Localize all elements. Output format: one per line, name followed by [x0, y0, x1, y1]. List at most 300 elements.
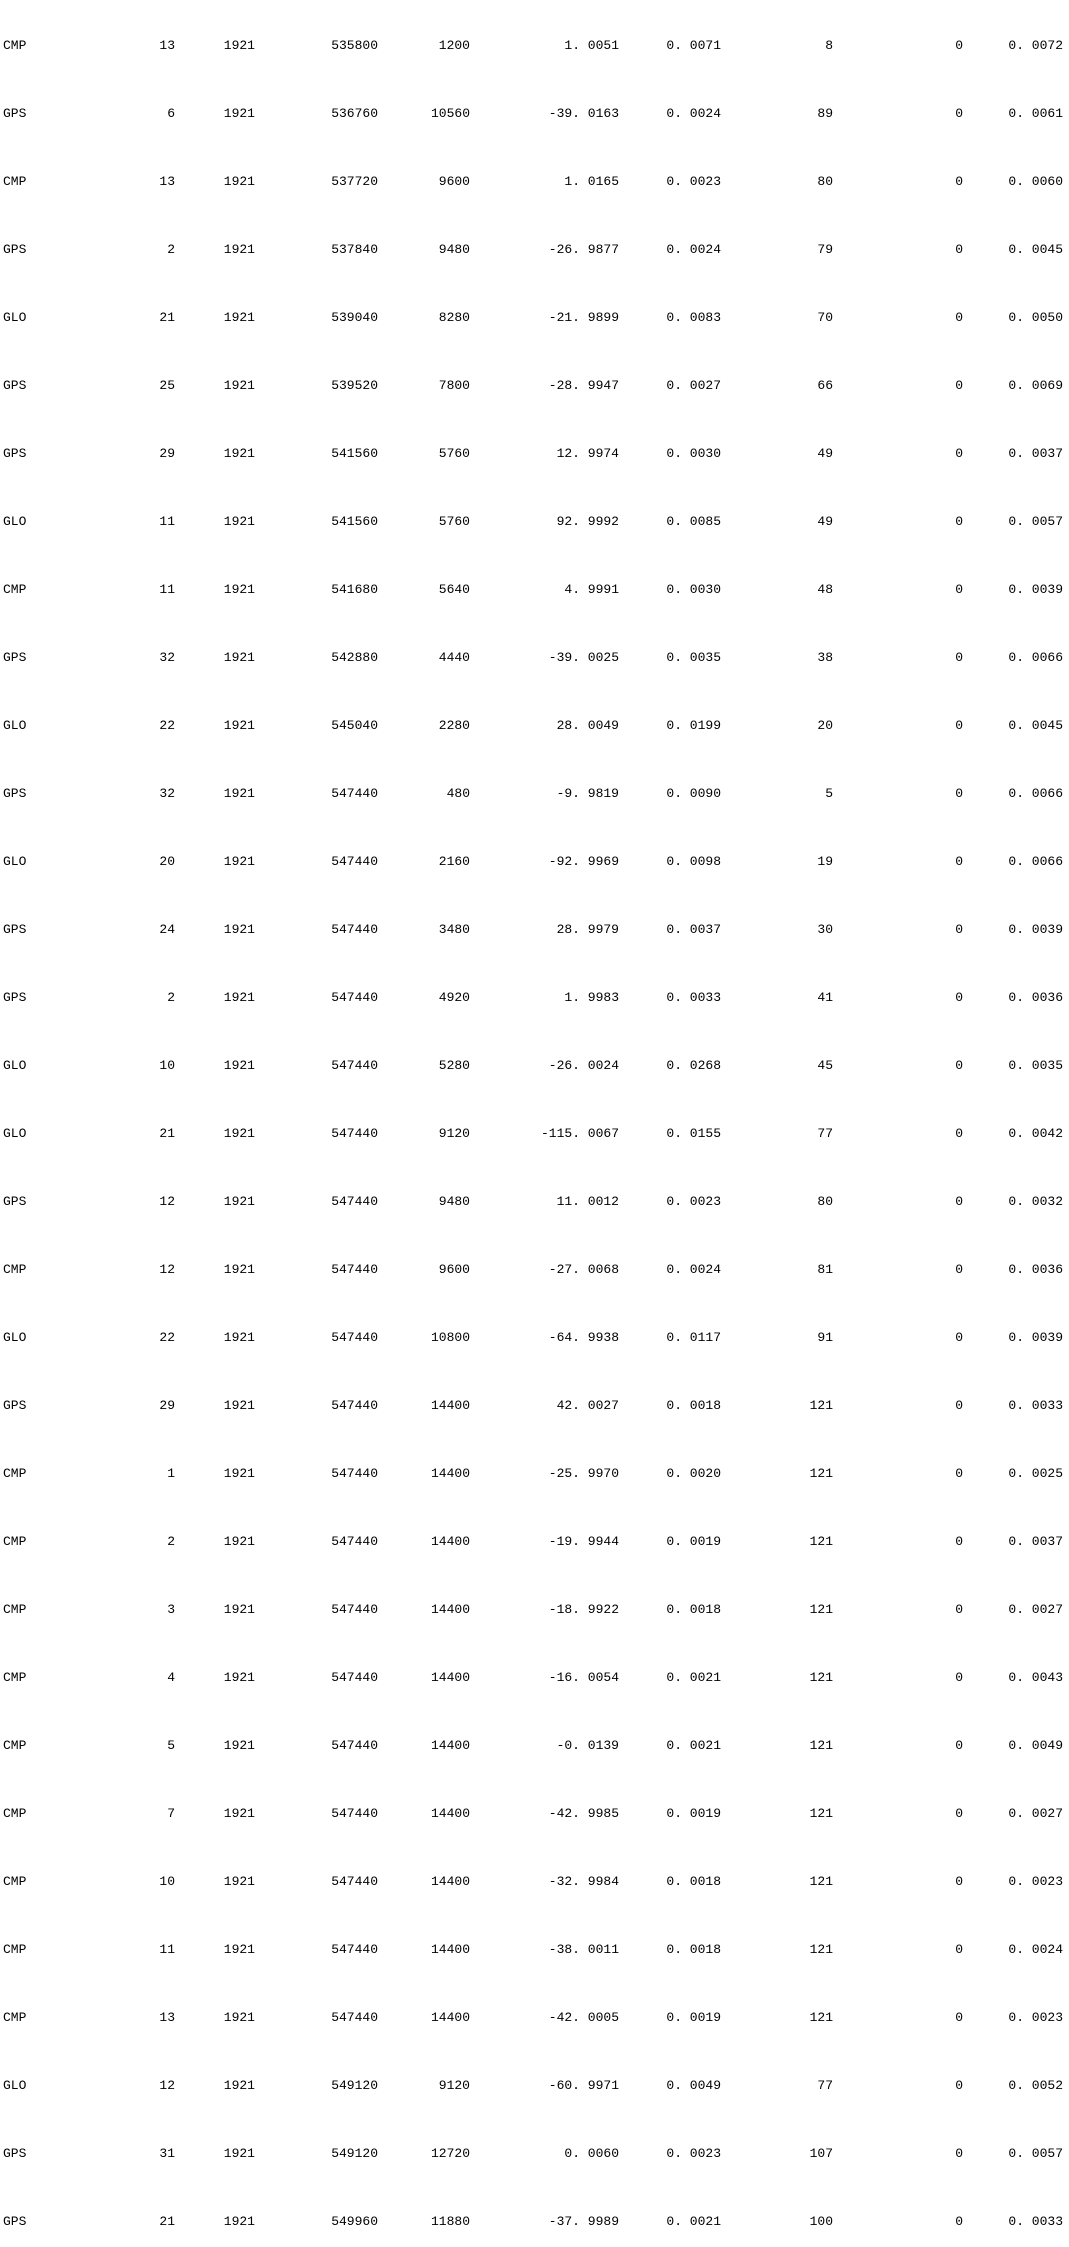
table-row	[0, 241, 1069, 258]
cell-col5: 14400	[430, 1466, 470, 1481]
cell-col1: CMP	[3, 1942, 27, 1957]
cell-col4: 547440	[331, 2010, 378, 2025]
cell-col4: 541560	[331, 514, 378, 529]
cell-col8: 38	[817, 650, 833, 665]
cell-col6: -42. 9985	[548, 1806, 619, 1821]
cell-col6: 0. 0060	[564, 2146, 619, 2161]
cell-col1: GLO	[3, 1126, 27, 1141]
cell-col8: 49	[817, 446, 833, 461]
cell-col5: 5760	[438, 446, 470, 461]
table-row	[0, 1261, 1069, 1278]
cell-col3: 1921	[223, 1262, 255, 1277]
cell-col8: 100	[809, 2214, 833, 2229]
table-row	[0, 785, 1069, 802]
cell-col10: 0. 0039	[1008, 1330, 1063, 1345]
cell-col8: 121	[809, 1806, 833, 1821]
cell-col7: 0. 0023	[666, 2146, 721, 2161]
cell-col1: GPS	[3, 378, 27, 393]
table-row	[0, 717, 1069, 734]
cell-col6: -37. 9989	[548, 2214, 619, 2229]
cell-col10: 0. 0039	[1008, 582, 1063, 597]
cell-col10: 0. 0043	[1008, 1670, 1063, 1685]
cell-col3: 1921	[223, 1466, 255, 1481]
cell-col5: 11880	[430, 2214, 470, 2229]
cell-col4: 547440	[331, 922, 378, 937]
cell-col9: 0	[955, 446, 963, 461]
cell-col7: 0. 0049	[666, 2078, 721, 2093]
cell-col9: 0	[955, 1806, 963, 1821]
cell-col5: 14400	[430, 1738, 470, 1753]
cell-col7: 0. 0027	[666, 378, 721, 393]
cell-col6: -16. 0054	[548, 1670, 619, 1685]
table-row	[0, 377, 1069, 394]
cell-col9: 0	[955, 582, 963, 597]
cell-col9: 0	[955, 378, 963, 393]
cell-col1: CMP	[3, 1466, 27, 1481]
cell-col3: 1921	[223, 2010, 255, 2025]
cell-col5: 8280	[438, 310, 470, 325]
cell-col3: 1921	[223, 1398, 255, 1413]
cell-col10: 0. 0049	[1008, 1738, 1063, 1753]
cell-col5: 14400	[430, 1942, 470, 1957]
cell-col8: 121	[809, 1466, 833, 1481]
cell-col4: 547440	[331, 1330, 378, 1345]
cell-col5: 3480	[438, 922, 470, 937]
cell-col9: 0	[955, 38, 963, 53]
table-row	[0, 1873, 1069, 1890]
cell-col7: 0. 0033	[666, 990, 721, 1005]
cell-col8: 121	[809, 1602, 833, 1617]
table-row	[0, 513, 1069, 530]
cell-col8: 121	[809, 2010, 833, 2025]
cell-col3: 1921	[223, 718, 255, 733]
cell-col6: -39. 0025	[548, 650, 619, 665]
cell-col4: 547440	[331, 786, 378, 801]
cell-col3: 1921	[223, 106, 255, 121]
cell-col4: 542880	[331, 650, 378, 665]
cell-col3: 1921	[223, 990, 255, 1005]
cell-col8: 121	[809, 1534, 833, 1549]
cell-col10: 0. 0066	[1008, 786, 1063, 801]
table-row	[0, 445, 1069, 462]
cell-col9: 0	[955, 1534, 963, 1549]
cell-col3: 1921	[223, 174, 255, 189]
cell-col5: 7800	[438, 378, 470, 393]
cell-col4: 547440	[331, 1874, 378, 1889]
cell-col2: 12	[159, 2078, 175, 2093]
cell-col7: 0. 0030	[666, 446, 721, 461]
cell-col6: 1. 0165	[564, 174, 619, 189]
table-row	[0, 581, 1069, 598]
cell-col2: 12	[159, 1194, 175, 1209]
cell-col1: GPS	[3, 786, 27, 801]
cell-col4: 535800	[331, 38, 378, 53]
cell-col9: 0	[955, 2146, 963, 2161]
cell-col2: 29	[159, 1398, 175, 1413]
cell-col3: 1921	[223, 650, 255, 665]
cell-col10: 0. 0036	[1008, 1262, 1063, 1277]
cell-col1: CMP	[3, 1602, 27, 1617]
cell-col3: 1921	[223, 2078, 255, 2093]
cell-col8: 49	[817, 514, 833, 529]
cell-col9: 0	[955, 106, 963, 121]
cell-col10: 0. 0033	[1008, 1398, 1063, 1413]
cell-col7: 0. 0024	[666, 106, 721, 121]
cell-col10: 0. 0045	[1008, 718, 1063, 733]
cell-col10: 0. 0032	[1008, 1194, 1063, 1209]
cell-col1: GPS	[3, 106, 27, 121]
cell-col10: 0. 0072	[1008, 38, 1063, 53]
cell-col2: 25	[159, 378, 175, 393]
cell-col1: GLO	[3, 514, 27, 529]
cell-col1: GPS	[3, 650, 27, 665]
cell-col7: 0. 0030	[666, 582, 721, 597]
cell-col4: 539520	[331, 378, 378, 393]
cell-col3: 1921	[223, 786, 255, 801]
cell-col1: GPS	[3, 990, 27, 1005]
cell-col7: 0. 0024	[666, 242, 721, 257]
cell-col8: 80	[817, 174, 833, 189]
cell-col9: 0	[955, 786, 963, 801]
cell-col1: CMP	[3, 1262, 27, 1277]
cell-col2: 10	[159, 1874, 175, 1889]
cell-col6: -19. 9944	[548, 1534, 619, 1549]
cell-col6: -9. 9819	[556, 786, 619, 801]
cell-col10: 0. 0066	[1008, 854, 1063, 869]
table-row	[0, 1465, 1069, 1482]
cell-col7: 0. 0090	[666, 786, 721, 801]
cell-col5: 14400	[430, 1398, 470, 1413]
cell-col3: 1921	[223, 1602, 255, 1617]
cell-col4: 547440	[331, 1602, 378, 1617]
cell-col8: 20	[817, 718, 833, 733]
cell-col9: 0	[955, 1330, 963, 1345]
cell-col3: 1921	[223, 1194, 255, 1209]
table-row	[0, 1057, 1069, 1074]
cell-col7: 0. 0199	[666, 718, 721, 733]
cell-col7: 0. 0019	[666, 1806, 721, 1821]
cell-col2: 11	[159, 582, 175, 597]
cell-col9: 0	[955, 514, 963, 529]
cell-col6: -115. 0067	[540, 1126, 619, 1141]
cell-col5: 4920	[438, 990, 470, 1005]
cell-col6: 11. 0012	[556, 1194, 619, 1209]
table-row	[0, 37, 1069, 54]
cell-col4: 541560	[331, 446, 378, 461]
cell-col7: 0. 0021	[666, 1738, 721, 1753]
cell-col6: -60. 9971	[548, 2078, 619, 2093]
cell-col3: 1921	[223, 854, 255, 869]
cell-col10: 0. 0027	[1008, 1806, 1063, 1821]
cell-col5: 9480	[438, 1194, 470, 1209]
cell-col3: 1921	[223, 378, 255, 393]
cell-col1: CMP	[3, 1874, 27, 1889]
cell-col4: 541680	[331, 582, 378, 597]
cell-col10: 0. 0037	[1008, 446, 1063, 461]
cell-col5: 14400	[430, 1534, 470, 1549]
cell-col10: 0. 0066	[1008, 650, 1063, 665]
cell-col8: 41	[817, 990, 833, 1005]
cell-col5: 9600	[438, 1262, 470, 1277]
cell-col8: 48	[817, 582, 833, 597]
cell-col9: 0	[955, 1126, 963, 1141]
cell-col3: 1921	[223, 1330, 255, 1345]
cell-col1: GPS	[3, 1194, 27, 1209]
table-row	[0, 2009, 1069, 2026]
cell-col3: 1921	[223, 1942, 255, 1957]
table-row	[0, 1669, 1069, 1686]
cell-col4: 539040	[331, 310, 378, 325]
cell-col7: 0. 0098	[666, 854, 721, 869]
cell-col7: 0. 0021	[666, 1670, 721, 1685]
cell-col2: 32	[159, 650, 175, 665]
cell-col4: 537840	[331, 242, 378, 257]
cell-col9: 0	[955, 310, 963, 325]
cell-col10: 0. 0060	[1008, 174, 1063, 189]
table-row	[0, 1193, 1069, 1210]
cell-col6: 42. 0027	[556, 1398, 619, 1413]
cell-col10: 0. 0045	[1008, 242, 1063, 257]
cell-col5: 10800	[430, 1330, 470, 1345]
cell-col9: 0	[955, 1942, 963, 1957]
cell-col7: 0. 0071	[666, 38, 721, 53]
cell-col8: 79	[817, 242, 833, 257]
cell-col10: 0. 0037	[1008, 1534, 1063, 1549]
cell-col3: 1921	[223, 1874, 255, 1889]
cell-col9: 0	[955, 1874, 963, 1889]
table-row	[0, 105, 1069, 122]
cell-col8: 121	[809, 1874, 833, 1889]
cell-col8: 121	[809, 1670, 833, 1685]
cell-col2: 4	[167, 1670, 175, 1685]
cell-col8: 77	[817, 1126, 833, 1141]
cell-col7: 0. 0019	[666, 2010, 721, 2025]
cell-col6: 1. 0051	[564, 38, 619, 53]
cell-col1: CMP	[3, 1534, 27, 1549]
cell-col6: -39. 0163	[548, 106, 619, 121]
cell-col5: 9120	[438, 1126, 470, 1141]
cell-col10: 0. 0023	[1008, 1874, 1063, 1889]
cell-col10: 0. 0042	[1008, 1126, 1063, 1141]
table-row	[0, 1737, 1069, 1754]
cell-col4: 549120	[331, 2078, 378, 2093]
cell-col8: 19	[817, 854, 833, 869]
cell-col1: CMP	[3, 2010, 27, 2025]
cell-col9: 0	[955, 1398, 963, 1413]
cell-col7: 0. 0024	[666, 1262, 721, 1277]
cell-col6: -92. 9969	[548, 854, 619, 869]
cell-col8: 107	[809, 2146, 833, 2161]
cell-col9: 0	[955, 2214, 963, 2229]
cell-col7: 0. 0083	[666, 310, 721, 325]
cell-col5: 2280	[438, 718, 470, 733]
cell-col1: GLO	[3, 310, 27, 325]
cell-col3: 1921	[223, 1126, 255, 1141]
cell-col2: 22	[159, 1330, 175, 1345]
cell-col1: CMP	[3, 1806, 27, 1821]
cell-col3: 1921	[223, 446, 255, 461]
cell-col5: 14400	[430, 1806, 470, 1821]
cell-col10: 0. 0035	[1008, 1058, 1063, 1073]
cell-col4: 549120	[331, 2146, 378, 2161]
cell-col4: 549960	[331, 2214, 378, 2229]
cell-col10: 0. 0033	[1008, 2214, 1063, 2229]
cell-col5: 14400	[430, 1874, 470, 1889]
cell-col1: CMP	[3, 38, 27, 53]
cell-col7: 0. 0019	[666, 1534, 721, 1549]
cell-col1: CMP	[3, 1738, 27, 1753]
cell-col10: 0. 0057	[1008, 514, 1063, 529]
cell-col4: 547440	[331, 1534, 378, 1549]
cell-col3: 1921	[223, 38, 255, 53]
cell-col5: 14400	[430, 2010, 470, 2025]
cell-col1: GPS	[3, 2214, 27, 2229]
cell-col5: 14400	[430, 1602, 470, 1617]
table-row	[0, 1329, 1069, 1346]
cell-col9: 0	[955, 174, 963, 189]
table-row	[0, 1397, 1069, 1414]
cell-col8: 80	[817, 1194, 833, 1209]
cell-col2: 31	[159, 2146, 175, 2161]
cell-col10: 0. 0027	[1008, 1602, 1063, 1617]
table-row	[0, 2077, 1069, 2094]
cell-col2: 21	[159, 1126, 175, 1141]
cell-col10: 0. 0069	[1008, 378, 1063, 393]
cell-col2: 5	[167, 1738, 175, 1753]
cell-col2: 32	[159, 786, 175, 801]
cell-col2: 13	[159, 174, 175, 189]
cell-col4: 547440	[331, 1398, 378, 1413]
cell-col1: GPS	[3, 922, 27, 937]
cell-col5: 14400	[430, 1670, 470, 1685]
cell-col6: -26. 0024	[548, 1058, 619, 1073]
cell-col8: 8	[825, 38, 833, 53]
table-row	[0, 1601, 1069, 1618]
cell-col2: 13	[159, 38, 175, 53]
cell-col5: 9600	[438, 174, 470, 189]
cell-col10: 0. 0036	[1008, 990, 1063, 1005]
cell-col7: 0. 0018	[666, 1602, 721, 1617]
cell-col3: 1921	[223, 922, 255, 937]
cell-col8: 77	[817, 2078, 833, 2093]
cell-col1: GLO	[3, 1058, 27, 1073]
cell-col9: 0	[955, 854, 963, 869]
cell-col7: 0. 0021	[666, 2214, 721, 2229]
cell-col7: 0. 0018	[666, 1398, 721, 1413]
cell-col6: 12. 9974	[556, 446, 619, 461]
cell-col1: GPS	[3, 446, 27, 461]
cell-col9: 0	[955, 2078, 963, 2093]
cell-col2: 2	[167, 990, 175, 1005]
cell-col8: 5	[825, 786, 833, 801]
cell-col1: GPS	[3, 242, 27, 257]
cell-col2: 29	[159, 446, 175, 461]
cell-col8: 89	[817, 106, 833, 121]
cell-col6: -42. 0005	[548, 2010, 619, 2025]
cell-col2: 20	[159, 854, 175, 869]
cell-col2: 10	[159, 1058, 175, 1073]
cell-col5: 5760	[438, 514, 470, 529]
cell-col9: 0	[955, 1738, 963, 1753]
cell-col10: 0. 0052	[1008, 2078, 1063, 2093]
cell-col8: 121	[809, 1398, 833, 1413]
cell-col4: 545040	[331, 718, 378, 733]
cell-col1: GLO	[3, 2078, 27, 2093]
cell-col5: 12720	[430, 2146, 470, 2161]
cell-col1: CMP	[3, 174, 27, 189]
cell-col10: 0. 0057	[1008, 2146, 1063, 2161]
cell-col4: 547440	[331, 990, 378, 1005]
cell-col9: 0	[955, 242, 963, 257]
table-row	[0, 1805, 1069, 1822]
cell-col3: 1921	[223, 2146, 255, 2161]
cell-col7: 0. 0018	[666, 1874, 721, 1889]
table-row	[0, 2145, 1069, 2162]
cell-col4: 547440	[331, 854, 378, 869]
cell-col1: GPS	[3, 2146, 27, 2161]
cell-col5: 5280	[438, 1058, 470, 1073]
cell-col4: 547440	[331, 1806, 378, 1821]
cell-col6: 1. 9983	[564, 990, 619, 1005]
cell-col2: 2	[167, 1534, 175, 1549]
cell-col9: 0	[955, 990, 963, 1005]
cell-col9: 0	[955, 1194, 963, 1209]
table-row	[0, 173, 1069, 190]
cell-col10: 0. 0050	[1008, 310, 1063, 325]
cell-col4: 547440	[331, 1262, 378, 1277]
cell-col9: 0	[955, 2010, 963, 2025]
cell-col6: 28. 0049	[556, 718, 619, 733]
cell-col6: 28. 9979	[556, 922, 619, 937]
cell-col9: 0	[955, 1262, 963, 1277]
table-row	[0, 853, 1069, 870]
cell-col5: 10560	[430, 106, 470, 121]
cell-col6: -0. 0139	[556, 1738, 619, 1753]
cell-col2: 2	[167, 242, 175, 257]
cell-col10: 0. 0039	[1008, 922, 1063, 937]
cell-col2: 6	[167, 106, 175, 121]
cell-col4: 547440	[331, 1670, 378, 1685]
cell-col2: 3	[167, 1602, 175, 1617]
cell-col9: 0	[955, 718, 963, 733]
cell-col8: 45	[817, 1058, 833, 1073]
cell-col10: 0. 0061	[1008, 106, 1063, 121]
cell-col6: -28. 9947	[548, 378, 619, 393]
cell-col2: 11	[159, 1942, 175, 1957]
table-row	[0, 1941, 1069, 1958]
cell-col9: 0	[955, 1466, 963, 1481]
cell-col2: 11	[159, 514, 175, 529]
cell-col8: 121	[809, 1738, 833, 1753]
cell-col3: 1921	[223, 582, 255, 597]
cell-col2: 13	[159, 2010, 175, 2025]
table-row	[0, 309, 1069, 326]
cell-col6: -25. 9970	[548, 1466, 619, 1481]
cell-col2: 1	[167, 1466, 175, 1481]
cell-col7: 0. 0035	[666, 650, 721, 665]
table-row	[0, 921, 1069, 938]
cell-col1: GPS	[3, 1398, 27, 1413]
cell-col9: 0	[955, 922, 963, 937]
cell-col4: 547440	[331, 1058, 378, 1073]
cell-col2: 12	[159, 1262, 175, 1277]
table-row	[0, 649, 1069, 666]
cell-col8: 70	[817, 310, 833, 325]
cell-col6: -21. 9899	[548, 310, 619, 325]
cell-col7: 0. 0037	[666, 922, 721, 937]
cell-col6: -18. 9922	[548, 1602, 619, 1617]
cell-col3: 1921	[223, 514, 255, 529]
